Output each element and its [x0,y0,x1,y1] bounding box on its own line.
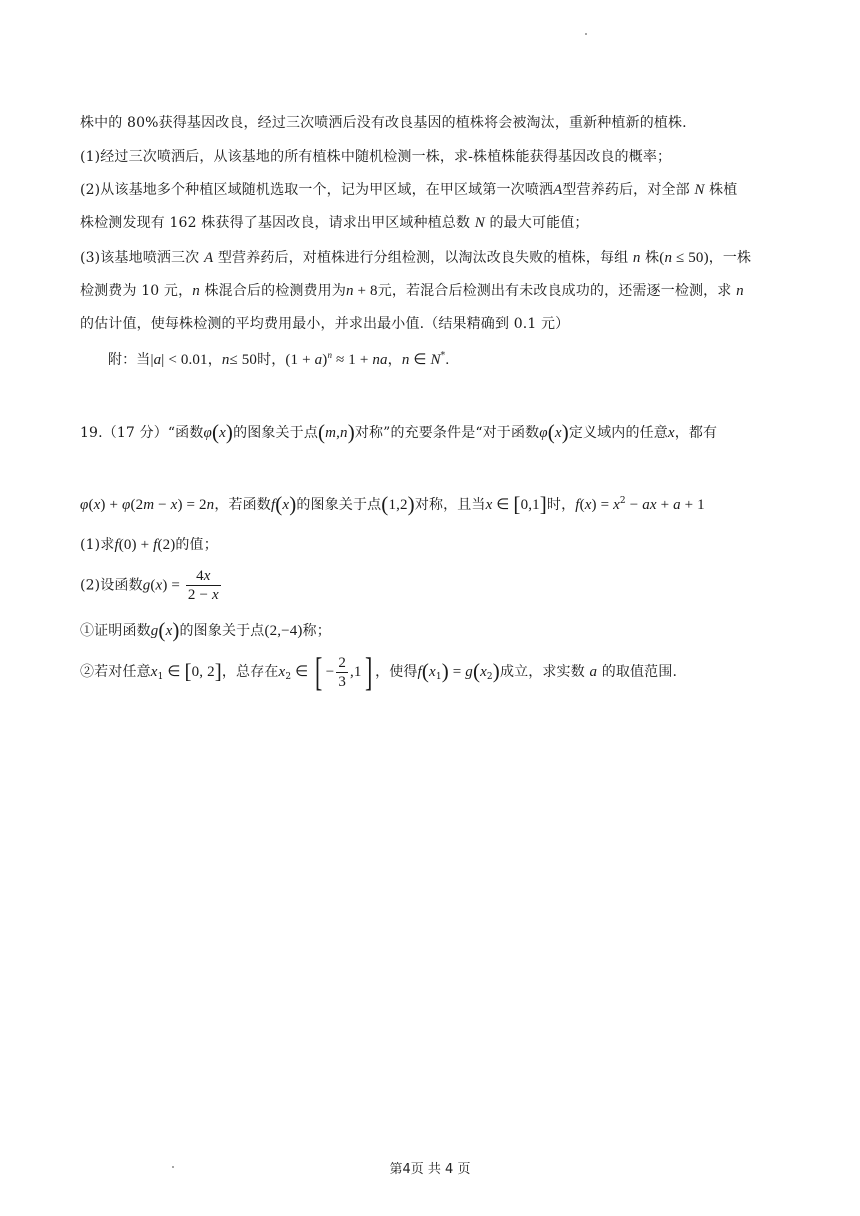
scan-speck [585,33,587,35]
fraction-4x-over-2-minus-x: $\frac{4x}{2 - x}$ [187,568,219,603]
problem19-statement-line2: φ(x) + φ(2m − x) = 2n，若函数f(x)的图象关于点(1,2)对称，且当x ∈ [0,1]时，$f(x) = x^2$ − ax + a + 1 [80,492,705,516]
problem18-question2-line1: (2)从该基地多个种植区域随机选取一个，记为甲区域，在甲区域第一次喷洒A型营养药后，对全部 N 株植 [80,182,738,198]
problem18-question3-line3: 的估计值，使每株检测的平均费用最小，并求出最小值.（结果精确到 0.1 元） [80,316,570,332]
problem19-statement-line1: 19.（17 分）“函数φ(x)的图象关于点(m,n)对称”的充要条件是“对于函数φ(x)定义域内的任意x，都有 [80,420,718,444]
problem18-question3-line2: 检测费为 10 元，n 株混合后的检测费用为n + 8元，若混合后检测出有未改良成功的，还需逐一检测，求 n [80,283,744,299]
problem19-subquestion1: ①证明函数g(x)的图象关于点(2,−4)称； [80,618,331,642]
problem18-question1: (1)经过三次喷洒后，从该基地的所有植株中随机检测一株，求-株植株能获得基因改良的概率； [80,149,672,165]
problem18-intro-end: 株中的 80%获得基因改良，经过三次喷洒后没有改良基因的植株将会被淘汰，重新种植新的植株. [80,115,687,131]
problem18-appendix-note: 附：当|a| < 0.01，n≤ 50时，$(1 + a)^n \approx 1$ + na，n ∈ N*. [108,350,450,368]
page-footer: 第4页 共 4 页 [389,1162,471,1177]
problem19-question2: (2)设函数g(x) = $\frac{4x}{2 - x}$ [80,568,219,603]
problem19-subquestion2: ②若对任意$x_1$ ∈ [0, 2]，总存在$x_2$ ∈ [ − $\frac{2}{3}$ ,1] ，使得$f(x_1) = g(x_2)$成立，求实数 a 的取值范围. [80,649,678,694]
problem18-question3-line1: (3)该基地喷洒三次 A 型营养药后，对植株进行分组检测，以淘汰改良失败的植株，每组 n 株(n ≤ 50)，一株 [80,250,752,266]
fraction-2-over-3: $\frac{2}{3}$ [338,654,347,690]
problem19-question1: (1)求f(0) + f(2)的值； [80,537,218,553]
problem18-question2-line2: 株检测发现有 162 株获得了基因改良，请求出甲区域种植总数 N 的最大可能值； [80,215,589,231]
